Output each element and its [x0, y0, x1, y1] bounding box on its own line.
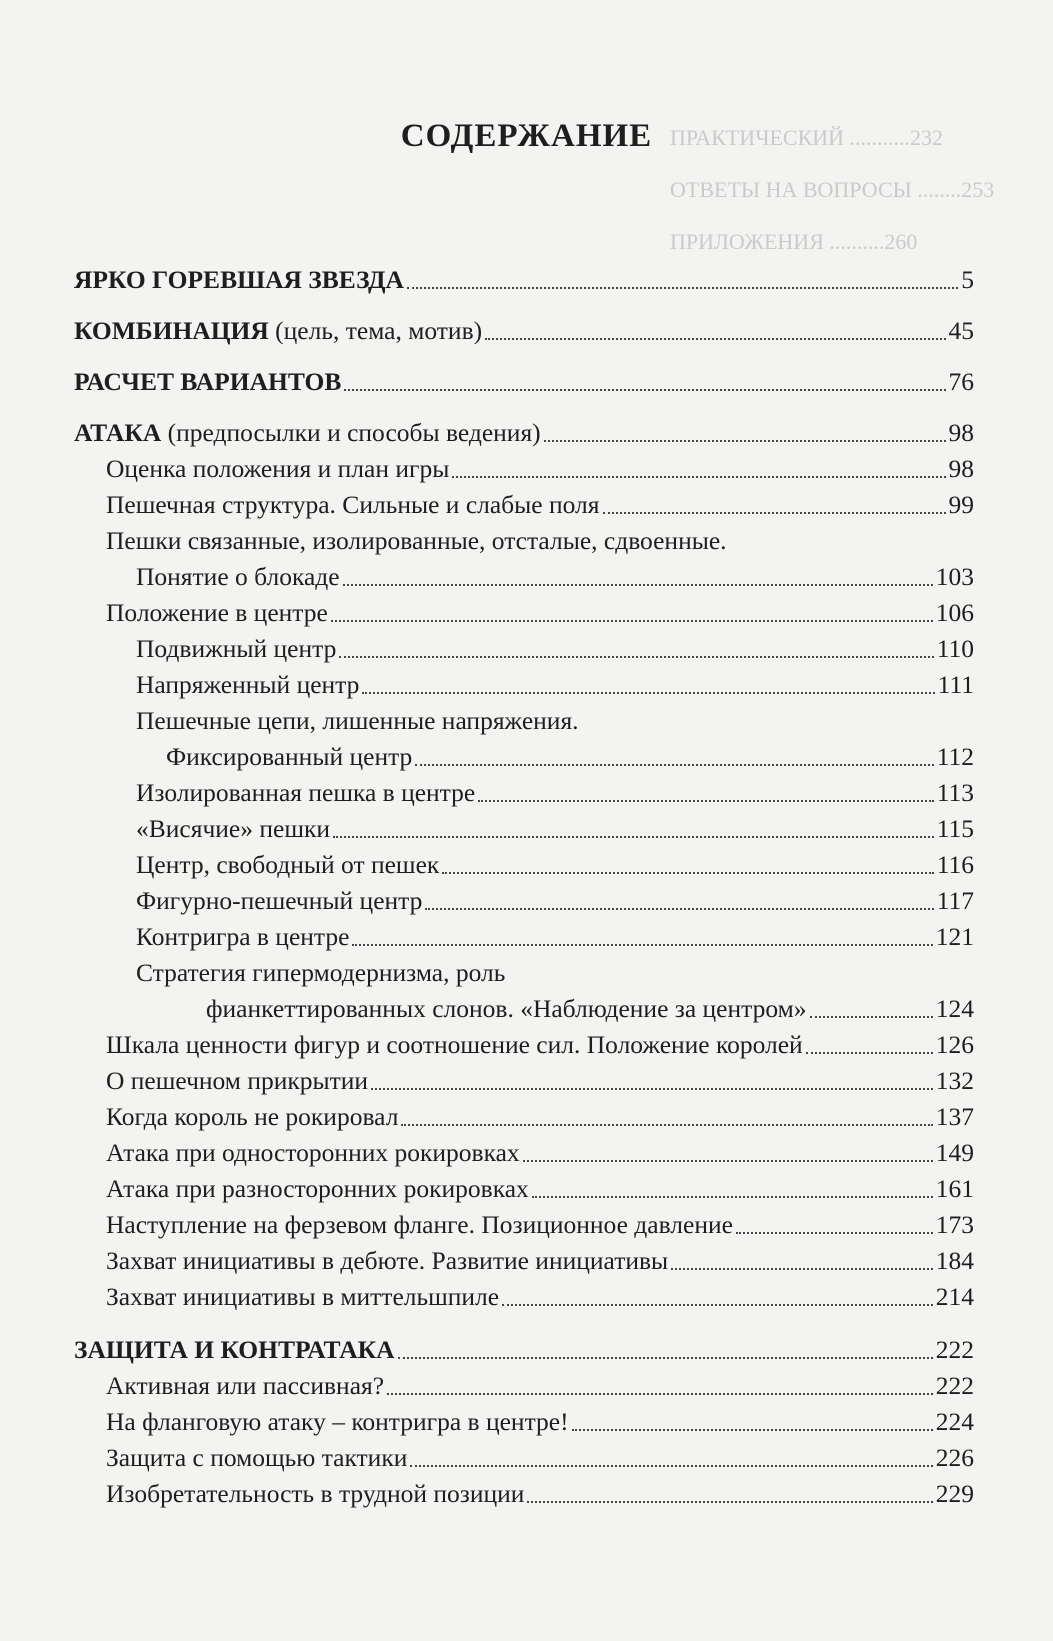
toc-item[interactable]: [74, 811, 974, 847]
toc-item[interactable]: [74, 1279, 974, 1315]
toc-item[interactable]: [74, 1207, 974, 1243]
leader-dots: [371, 1088, 933, 1090]
leader-dots: [344, 389, 945, 391]
toc-item[interactable]: [74, 1368, 974, 1404]
toc-item-label: Изобретательность в трудной позиции: [106, 1479, 525, 1508]
leader-dots: [806, 1052, 933, 1054]
toc-page-number: 98: [948, 454, 974, 483]
bleed-through-text: ПРАКТИЧЕСКИЙ ...........232 ОТВЕТЫ НА ВОПРОСЫ ........253 ПРИЛОЖЕНИЯ ..........260: [670, 125, 995, 254]
toc-item[interactable]: [74, 847, 974, 883]
toc-item-label: На фланговую атаку – контригра в центре!: [106, 1407, 569, 1436]
leader-dots: [415, 764, 933, 766]
toc-item-continuation: Понятие о блокаде: [136, 562, 340, 591]
leader-dots: [572, 1429, 933, 1431]
toc-item-label: Изолированная пешка в центре: [136, 778, 476, 807]
toc-item[interactable]: [74, 739, 974, 775]
toc-page-number: 5: [961, 265, 974, 294]
toc-section-title: ЯРКО ГОРЕВШАЯ ЗВЕЗДА: [74, 265, 404, 294]
toc-item[interactable]: [74, 775, 974, 811]
leader-dots: [523, 1160, 933, 1162]
toc-section-title: ЗАЩИТА И КОНТРАТАКА: [74, 1335, 395, 1364]
toc-item-label[interactable]: Пешечные цепи, лишенные напряжения.: [136, 706, 579, 735]
toc-item-label[interactable]: Стратегия гипермодернизма, роль: [136, 958, 506, 987]
leader-dots: [544, 440, 946, 442]
toc-page-number: 115: [936, 814, 974, 843]
toc-page-number: 103: [935, 562, 974, 591]
toc-item-label: Контригра в центре: [136, 922, 350, 951]
toc-item[interactable]: [74, 1243, 974, 1279]
toc-item-label: Фигурно-пешечный центр: [136, 886, 423, 915]
leader-dots: [671, 1268, 933, 1270]
leader-dots: [362, 692, 934, 694]
toc-page-number: 98: [948, 418, 974, 447]
toc-item-label: Захват инициативы в миттельшпиле: [106, 1282, 500, 1311]
toc-section-combination[interactable]: [74, 313, 974, 349]
toc-item[interactable]: [74, 559, 974, 595]
toc-page-number: 161: [935, 1174, 974, 1203]
toc-item[interactable]: [74, 667, 974, 703]
toc-page-number: 226: [935, 1443, 974, 1472]
toc-item-label: Напряженный центр: [136, 670, 360, 699]
leader-dots: [527, 1501, 932, 1503]
toc-page-number: 110: [936, 634, 974, 663]
toc-section-title: КОМБИНАЦИЯ: [74, 316, 269, 345]
toc-page-number: 124: [935, 994, 974, 1023]
leader-dots: [339, 656, 933, 658]
page-title: СОДЕРЖАНИЕ: [400, 118, 653, 154]
toc-page-number: 137: [935, 1102, 974, 1131]
leader-dots: [532, 1196, 933, 1198]
toc-item-label: О пешечном прикрытии: [106, 1066, 369, 1095]
leader-dots: [333, 836, 934, 838]
toc-page-number: 111: [937, 670, 974, 699]
toc-item[interactable]: [74, 451, 974, 487]
toc-item-label: Центр, свободный от пешек: [136, 850, 440, 879]
toc-item-label: Подвижный центр: [136, 634, 337, 663]
toc-item[interactable]: [74, 595, 974, 631]
toc-page-number: 229: [935, 1479, 974, 1508]
toc-item-label: Пешечная структура. Сильные и слабые поля: [106, 490, 600, 519]
toc-page-number: 121: [935, 922, 974, 951]
toc-item[interactable]: [74, 1404, 974, 1440]
toc-item[interactable]: [74, 1099, 974, 1135]
leader-dots: [331, 620, 933, 622]
toc-item-label: Атака при разносторонних рокировках: [106, 1174, 529, 1203]
toc-item[interactable]: [74, 1171, 974, 1207]
toc-item[interactable]: [74, 919, 974, 955]
leader-dots: [407, 287, 958, 289]
leader-dots: [442, 872, 933, 874]
toc-item[interactable]: [74, 1476, 974, 1512]
toc-item[interactable]: [74, 1063, 974, 1099]
leader-dots: [425, 908, 933, 910]
leader-dots: [502, 1304, 933, 1306]
leader-dots: [343, 584, 933, 586]
toc-item-label: Активная или пассивная?: [106, 1371, 385, 1400]
toc-item[interactable]: [74, 631, 974, 667]
toc-page-number: 173: [935, 1210, 974, 1239]
toc-item[interactable]: [74, 883, 974, 919]
toc-item-label[interactable]: Пешки связанные, изолированные, отсталые, сдвоенные.: [106, 526, 727, 555]
toc-item[interactable]: [74, 991, 974, 1027]
toc-section-star[interactable]: [74, 262, 974, 298]
toc-section-attack[interactable]: [74, 415, 974, 451]
toc-section-defense[interactable]: [74, 1332, 974, 1368]
toc-item[interactable]: [74, 1440, 974, 1476]
toc-item-continuation: фианкеттированных слонов. «Наблюдение за центром»: [206, 994, 807, 1023]
toc-page-number: 113: [936, 778, 974, 807]
toc-item-label: Атака при односторонних рокировках: [106, 1138, 520, 1167]
table-of-contents: [74, 262, 974, 1512]
toc-page-number: 45: [948, 316, 974, 345]
toc-page-number: 116: [936, 850, 974, 879]
toc-item-label: Оценка положения и план игры: [106, 454, 450, 483]
toc-page-number: 99: [948, 490, 974, 519]
leader-dots: [485, 338, 945, 340]
toc-item-label: Когда король не рокировал: [106, 1102, 399, 1131]
toc-page-number: 224: [935, 1407, 974, 1436]
toc-section-title: РАСЧЕТ ВАРИАНТОВ: [74, 367, 342, 396]
leader-dots: [387, 1393, 933, 1395]
toc-page-number: 222: [935, 1335, 974, 1364]
toc-page-number: 106: [935, 598, 974, 627]
leader-dots: [352, 944, 932, 946]
leader-dots: [398, 1357, 933, 1359]
leader-dots: [478, 800, 933, 802]
leader-dots: [410, 1465, 932, 1467]
toc-page-number: 222: [935, 1371, 974, 1400]
toc-page-number: 126: [935, 1030, 974, 1059]
leader-dots: [736, 1232, 933, 1234]
toc-page-number: 149: [935, 1138, 974, 1167]
leader-dots: [401, 1124, 932, 1126]
toc-page-number: 117: [936, 886, 974, 915]
toc-item-label: Наступление на ферзевом фланге. Позиционное давление: [106, 1210, 733, 1239]
leader-dots: [810, 1016, 933, 1018]
toc-page-number: 214: [935, 1282, 974, 1311]
toc-section-calculation[interactable]: [74, 364, 974, 400]
toc-item-label: Захват инициативы в дебюте. Развитие инициативы: [106, 1246, 669, 1275]
toc-item-label: «Висячие» пешки: [136, 814, 331, 843]
toc-section-title: АТАКА: [74, 418, 162, 447]
toc-page-number: 76: [948, 367, 974, 396]
toc-item-continuation: Фиксированный центр: [166, 742, 413, 771]
leader-dots: [452, 476, 945, 478]
toc-item-label: Шкала ценности фигур и соотношение сил. Положение королей: [106, 1030, 803, 1059]
toc-item[interactable]: [74, 1135, 974, 1171]
toc-page-number: 112: [936, 742, 974, 771]
toc-page-number: 184: [935, 1246, 974, 1275]
toc-item-label: Положение в центре: [106, 598, 328, 627]
toc-section-subtitle: (предпосылки и способы ведения): [161, 418, 541, 447]
toc-section-subtitle: (цель, тема, мотив): [268, 316, 483, 345]
toc-item-label: Защита с помощью тактики: [106, 1443, 408, 1472]
leader-dots: [603, 512, 946, 514]
toc-item[interactable]: [74, 1027, 974, 1063]
toc-item[interactable]: [74, 487, 974, 523]
toc-page-number: 132: [935, 1066, 974, 1095]
